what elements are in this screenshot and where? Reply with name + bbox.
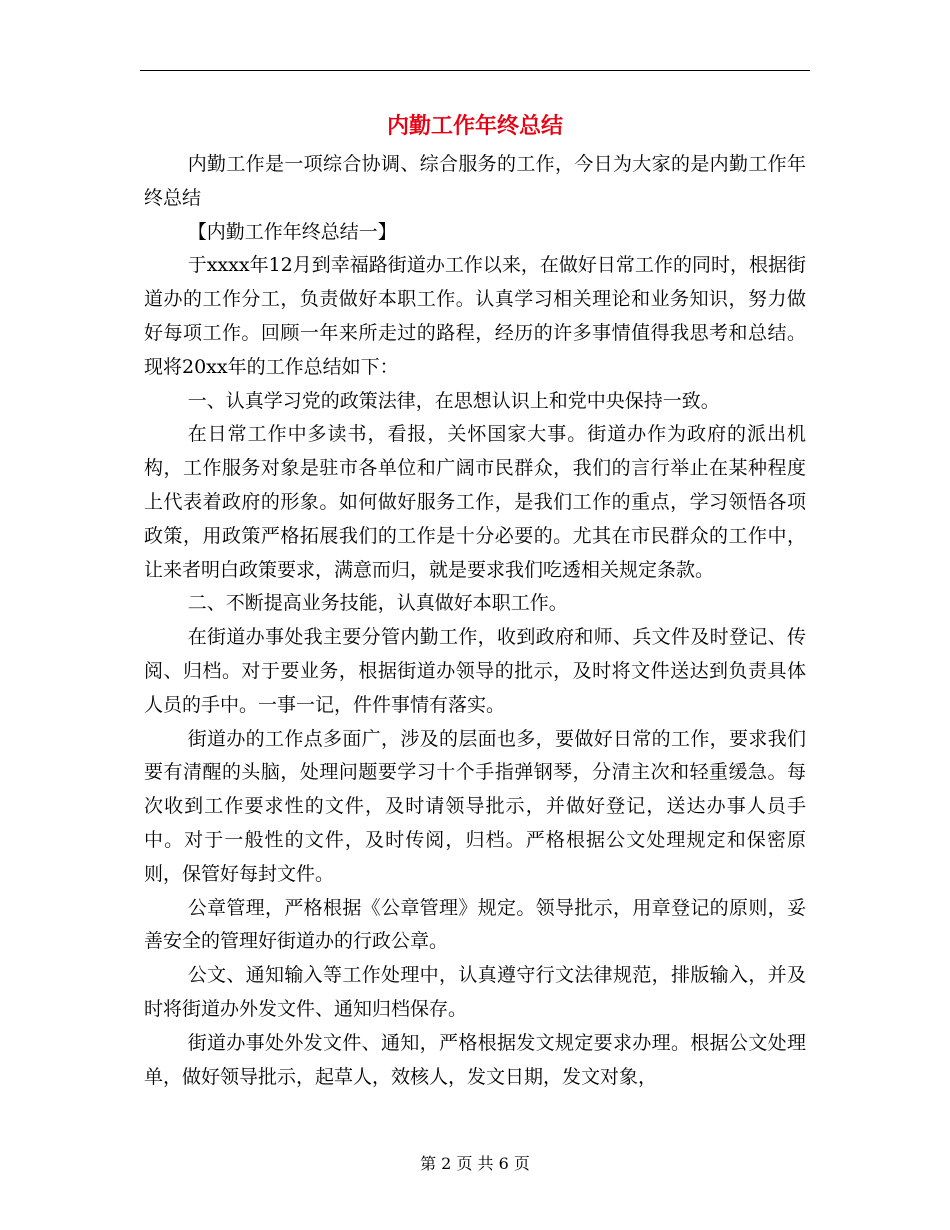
document-body <box>144 148 806 1094</box>
body-paragraph: 公章管理，严格根据《公章管理》规定。领导批示，用章登记的原则，妥善安全的管理好街道办的行政公章。 <box>144 896 806 953</box>
body-paragraph: 公文、通知输入等工作处理中，认真遵守行文法律规范，排版输入，并及时将街道办外发文件、通知归档保存。 <box>144 964 806 1020</box>
section-heading: 【内勤工作年终总结一】 <box>187 220 397 243</box>
document-title: 内勤工作年终总结 <box>386 113 563 139</box>
section-heading: 一、认真学习党的政策法律，在思想认识上和党中央保持一致。 <box>187 389 720 412</box>
section-heading: 二、不断提高业务技能，认真做好本职工作。 <box>187 592 568 615</box>
body-paragraph: 内勤工作是一项综合协调、综合服务的工作，今日为大家的是内勤工作年终总结 <box>144 153 806 209</box>
page-footer: 第 2 页 共 6 页 <box>420 1154 530 1173</box>
header-rule <box>140 70 810 71</box>
body-paragraph: 于xxxx年12月到幸福路街道办工作以来，在做好日常工作的同时，根据街道办的工作分工，负责做好本职工作。认真学习相关理论和业务知识，努力做好每项工作。回顾一年来所走过的路程，经历的许多事情值得我思考和总结。现将20xx年的工作总结如下： <box>144 254 806 378</box>
body-paragraph: 在街道办事处我主要分管内勤工作，收到政府和师、兵文件及时登记、传阅、归档。对于要业务，根据街道办领导的批示，及时将文件送达到负责具体人员的手中。一事一记，件件事情有落实。 <box>144 626 806 716</box>
body-paragraph: 在日常工作中多读书，看报，关怀国家大事。街道办作为政府的派出机构，工作服务对象是驻市各单位和广阔市民群众，我们的言行举止在某种程度上代表着政府的形象。如何做好服务工作，是我们工作的重点，学习领悟各项政策，用政策严格拓展我们的工作是十分必要的。尤其在市民群众的工作中，让来者明白政策要求，满意而归，就是要求我们吃透相关规定条款。 <box>144 423 806 581</box>
body-paragraph: 街道办的工作点多面广，涉及的层面也多，要做好日常的工作，要求我们要有清醒的头脑，处理问题要学习十个手指弹钢琴，分清主次和轻重缓急。每次收到工作要求性的文件，及时请领导批示，并做好登记，送达办事人员手中。对于一般性的文件，及时传阅，归档。严格根据公文处理规定和保密原则，保管好每封文件。 <box>144 727 806 885</box>
body-paragraph: 街道办事处外发文件、通知，严格根据发文规定要求办理。根据公文处理单，做好领导批示，起草人，效核人，发文日期，发文对象， <box>144 1031 806 1088</box>
